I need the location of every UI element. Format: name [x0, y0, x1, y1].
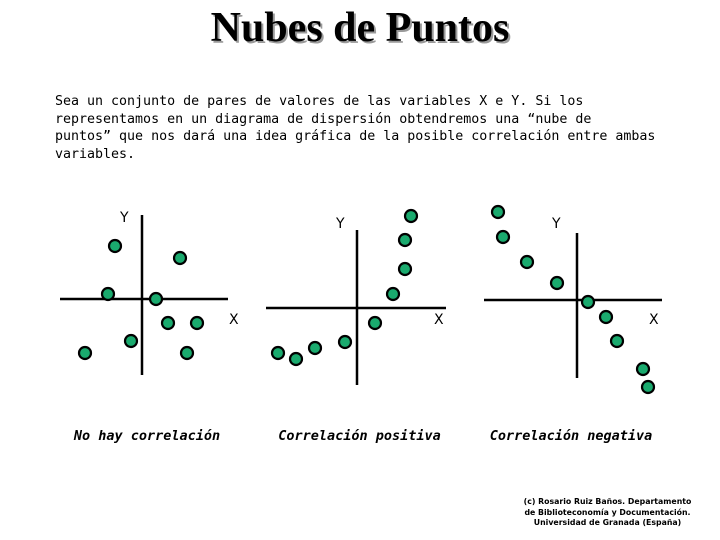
y-axis-label: Y	[552, 216, 561, 232]
data-point	[174, 252, 186, 264]
data-point	[369, 317, 381, 329]
data-point	[109, 240, 121, 252]
data-point	[150, 293, 162, 305]
data-point	[497, 231, 509, 243]
data-point	[339, 336, 351, 348]
data-point	[492, 206, 504, 218]
data-point	[191, 317, 203, 329]
y-axis-label: Y	[120, 210, 129, 226]
points	[272, 210, 417, 365]
scatter-diagrams	[0, 190, 720, 425]
data-point	[272, 347, 284, 359]
caption-negative-correlation: Correlación negativa	[489, 428, 653, 444]
x-axis-label: X	[434, 312, 444, 328]
data-point	[79, 347, 91, 359]
diagram-negative-correlation	[484, 206, 662, 393]
data-point	[162, 317, 174, 329]
data-point	[399, 234, 411, 246]
data-point	[387, 288, 399, 300]
data-point	[309, 342, 321, 354]
data-point	[551, 277, 563, 289]
caption-positive-correlation: Correlación positiva	[278, 428, 441, 444]
intro-paragraph: Sea un conjunto de pares de valores de las variables X e Y. Si los representamos en un diagrama de dispersión obtendremos una “nube de puntos” que nos dará una idea gráfica de la posible correlación entre ambas variables.	[55, 94, 656, 162]
caption-no-correlation: No hay correlación	[73, 428, 221, 444]
data-point	[125, 335, 137, 347]
data-point	[582, 296, 594, 308]
data-point	[637, 363, 649, 375]
copyright-credit: (c) Rosario Ruiz Baños. Departamento de Biblioteconomía y Documentación. Universidad de Granada (España)	[523, 497, 692, 527]
data-point	[102, 288, 114, 300]
data-point	[642, 381, 654, 393]
x-axis-label: X	[649, 312, 659, 328]
y-axis-label: Y	[336, 216, 345, 232]
page-title: Nubes de Puntos	[210, 5, 510, 51]
data-point	[290, 353, 302, 365]
data-point	[600, 311, 612, 323]
data-point	[399, 263, 411, 275]
data-point	[521, 256, 533, 268]
data-point	[181, 347, 193, 359]
diagram-no-correlation	[60, 210, 239, 375]
data-point	[611, 335, 623, 347]
x-axis-label: X	[229, 312, 239, 328]
diagram-positive-correlation	[266, 210, 446, 385]
data-point	[405, 210, 417, 222]
